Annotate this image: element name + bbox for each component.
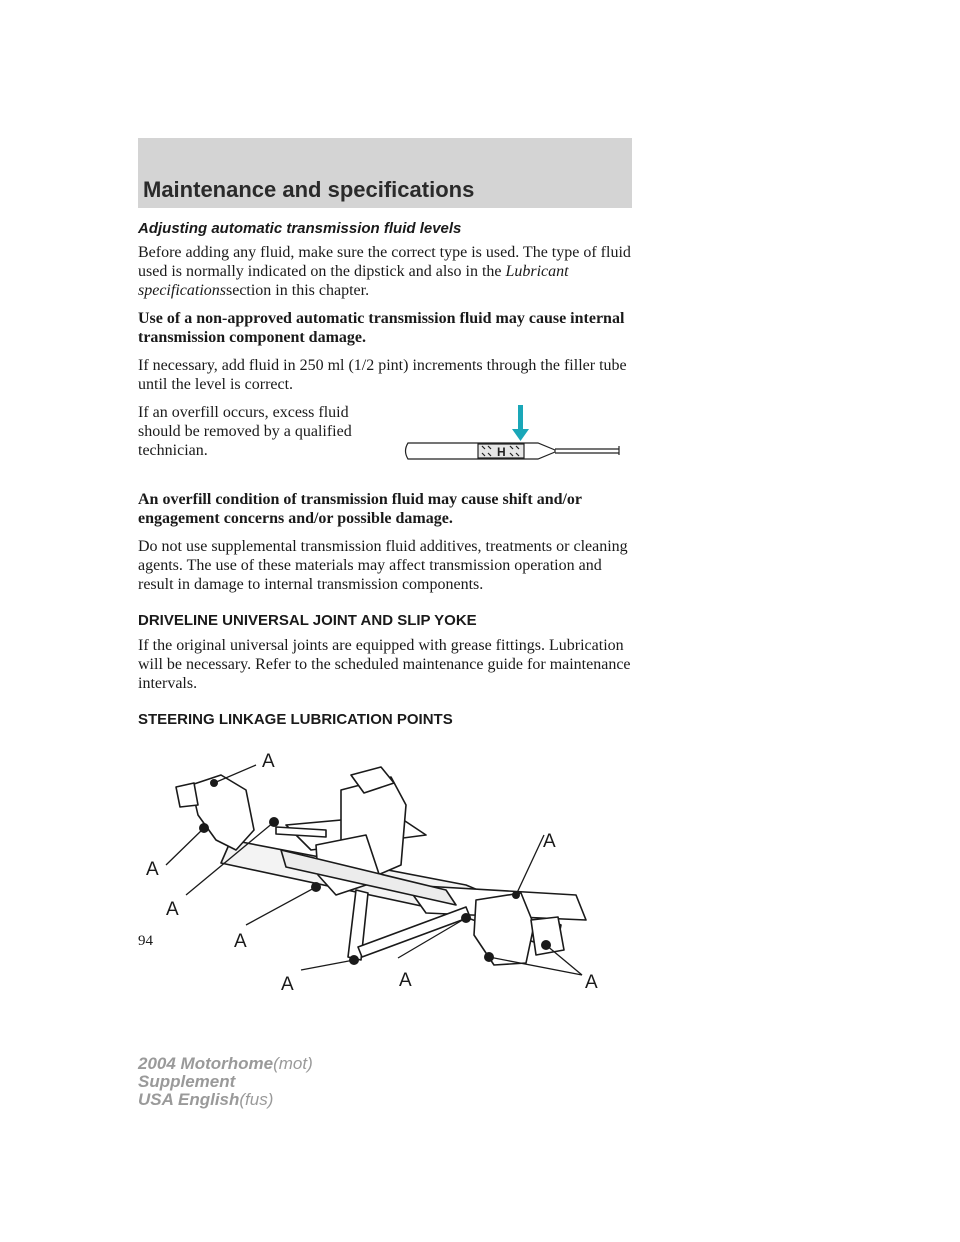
- overfill-row: [138, 403, 638, 481]
- dipstick-illustration: [400, 405, 625, 465]
- left-spindle: [176, 783, 198, 807]
- callout-label: A: [166, 899, 179, 920]
- footer-model-code: (mot): [273, 1054, 313, 1073]
- paragraph-additives: Do not use supplemental transmission fluid additives, treatments or cleaning agents. The use of these materials may affect transmission operation and result in damage to internal transmission components.: [138, 538, 628, 593]
- paragraph-driveline: If the original universal joints are equipped with grease fittings. Lubrication will be necessary. Refer to the scheduled maintenance guide for maintenance intervals.: [138, 637, 631, 692]
- footer-supplement: Supplement: [138, 1072, 236, 1091]
- footer-model: 2004 Motorhome: [138, 1054, 274, 1073]
- subheading: Adjusting automatic transmission fluid levels: [138, 220, 462, 237]
- footer-language-code: (fus): [239, 1090, 274, 1109]
- callout-label: A: [281, 974, 294, 995]
- paragraph-overfill: If an overfill occurs, excess fluid should be removed by a qualified technician.: [138, 404, 352, 459]
- right-knuckle: [474, 893, 534, 965]
- page-title: Maintenance and specifications: [143, 177, 475, 202]
- main-content: [138, 220, 638, 995]
- footer-language: USA English: [138, 1090, 240, 1109]
- callout-label: A: [234, 931, 247, 952]
- callout-label: A: [146, 859, 159, 880]
- footer-line-3: [138, 1091, 313, 1109]
- paragraph-fluid-type: [138, 243, 638, 300]
- paragraph-fluid-type-text: Before adding any fluid, make sure the correct type is used. The type of fluid used is normally indicated on the dipstick and also in the: [138, 244, 631, 280]
- dipstick-arrow-icon: [512, 405, 529, 441]
- paragraph-fluid-type-end: section in this chapter.: [225, 282, 370, 299]
- footer-line-1: [138, 1055, 313, 1073]
- dipstick-icon: [406, 443, 620, 459]
- dipstick-mark-label: H: [497, 445, 506, 459]
- drag-link: [358, 907, 470, 957]
- page-number: 94: [138, 933, 153, 949]
- section-heading-steering: STEERING LINKAGE LUBRICATION POINTS: [138, 711, 453, 728]
- steering-linkage-diagram: [136, 735, 616, 995]
- section-heading-driveline: DRIVELINE UNIVERSAL JOINT AND SLIP YOKE: [138, 612, 477, 629]
- paragraph-add-fluid: If necessary, add fluid in 250 ml (1/2 pint) increments through the filler tube until the level is correct.: [138, 357, 627, 393]
- warning-overfill: An overfill condition of transmission fluid may cause shift and/or engagement concerns and/or possible damage.: [138, 491, 582, 527]
- callout-label: A: [585, 972, 598, 993]
- warning-non-approved-fluid: Use of a non-approved automatic transmission fluid may cause internal transmission component damage.: [138, 310, 625, 346]
- footer-info: [138, 1055, 313, 1109]
- callout-label: A: [399, 970, 412, 991]
- callout-label: A: [543, 831, 556, 852]
- left-knuckle: [191, 775, 254, 850]
- callout-label: A: [262, 751, 275, 772]
- lubricant-spec-reference: Lubricant specifications: [138, 263, 569, 299]
